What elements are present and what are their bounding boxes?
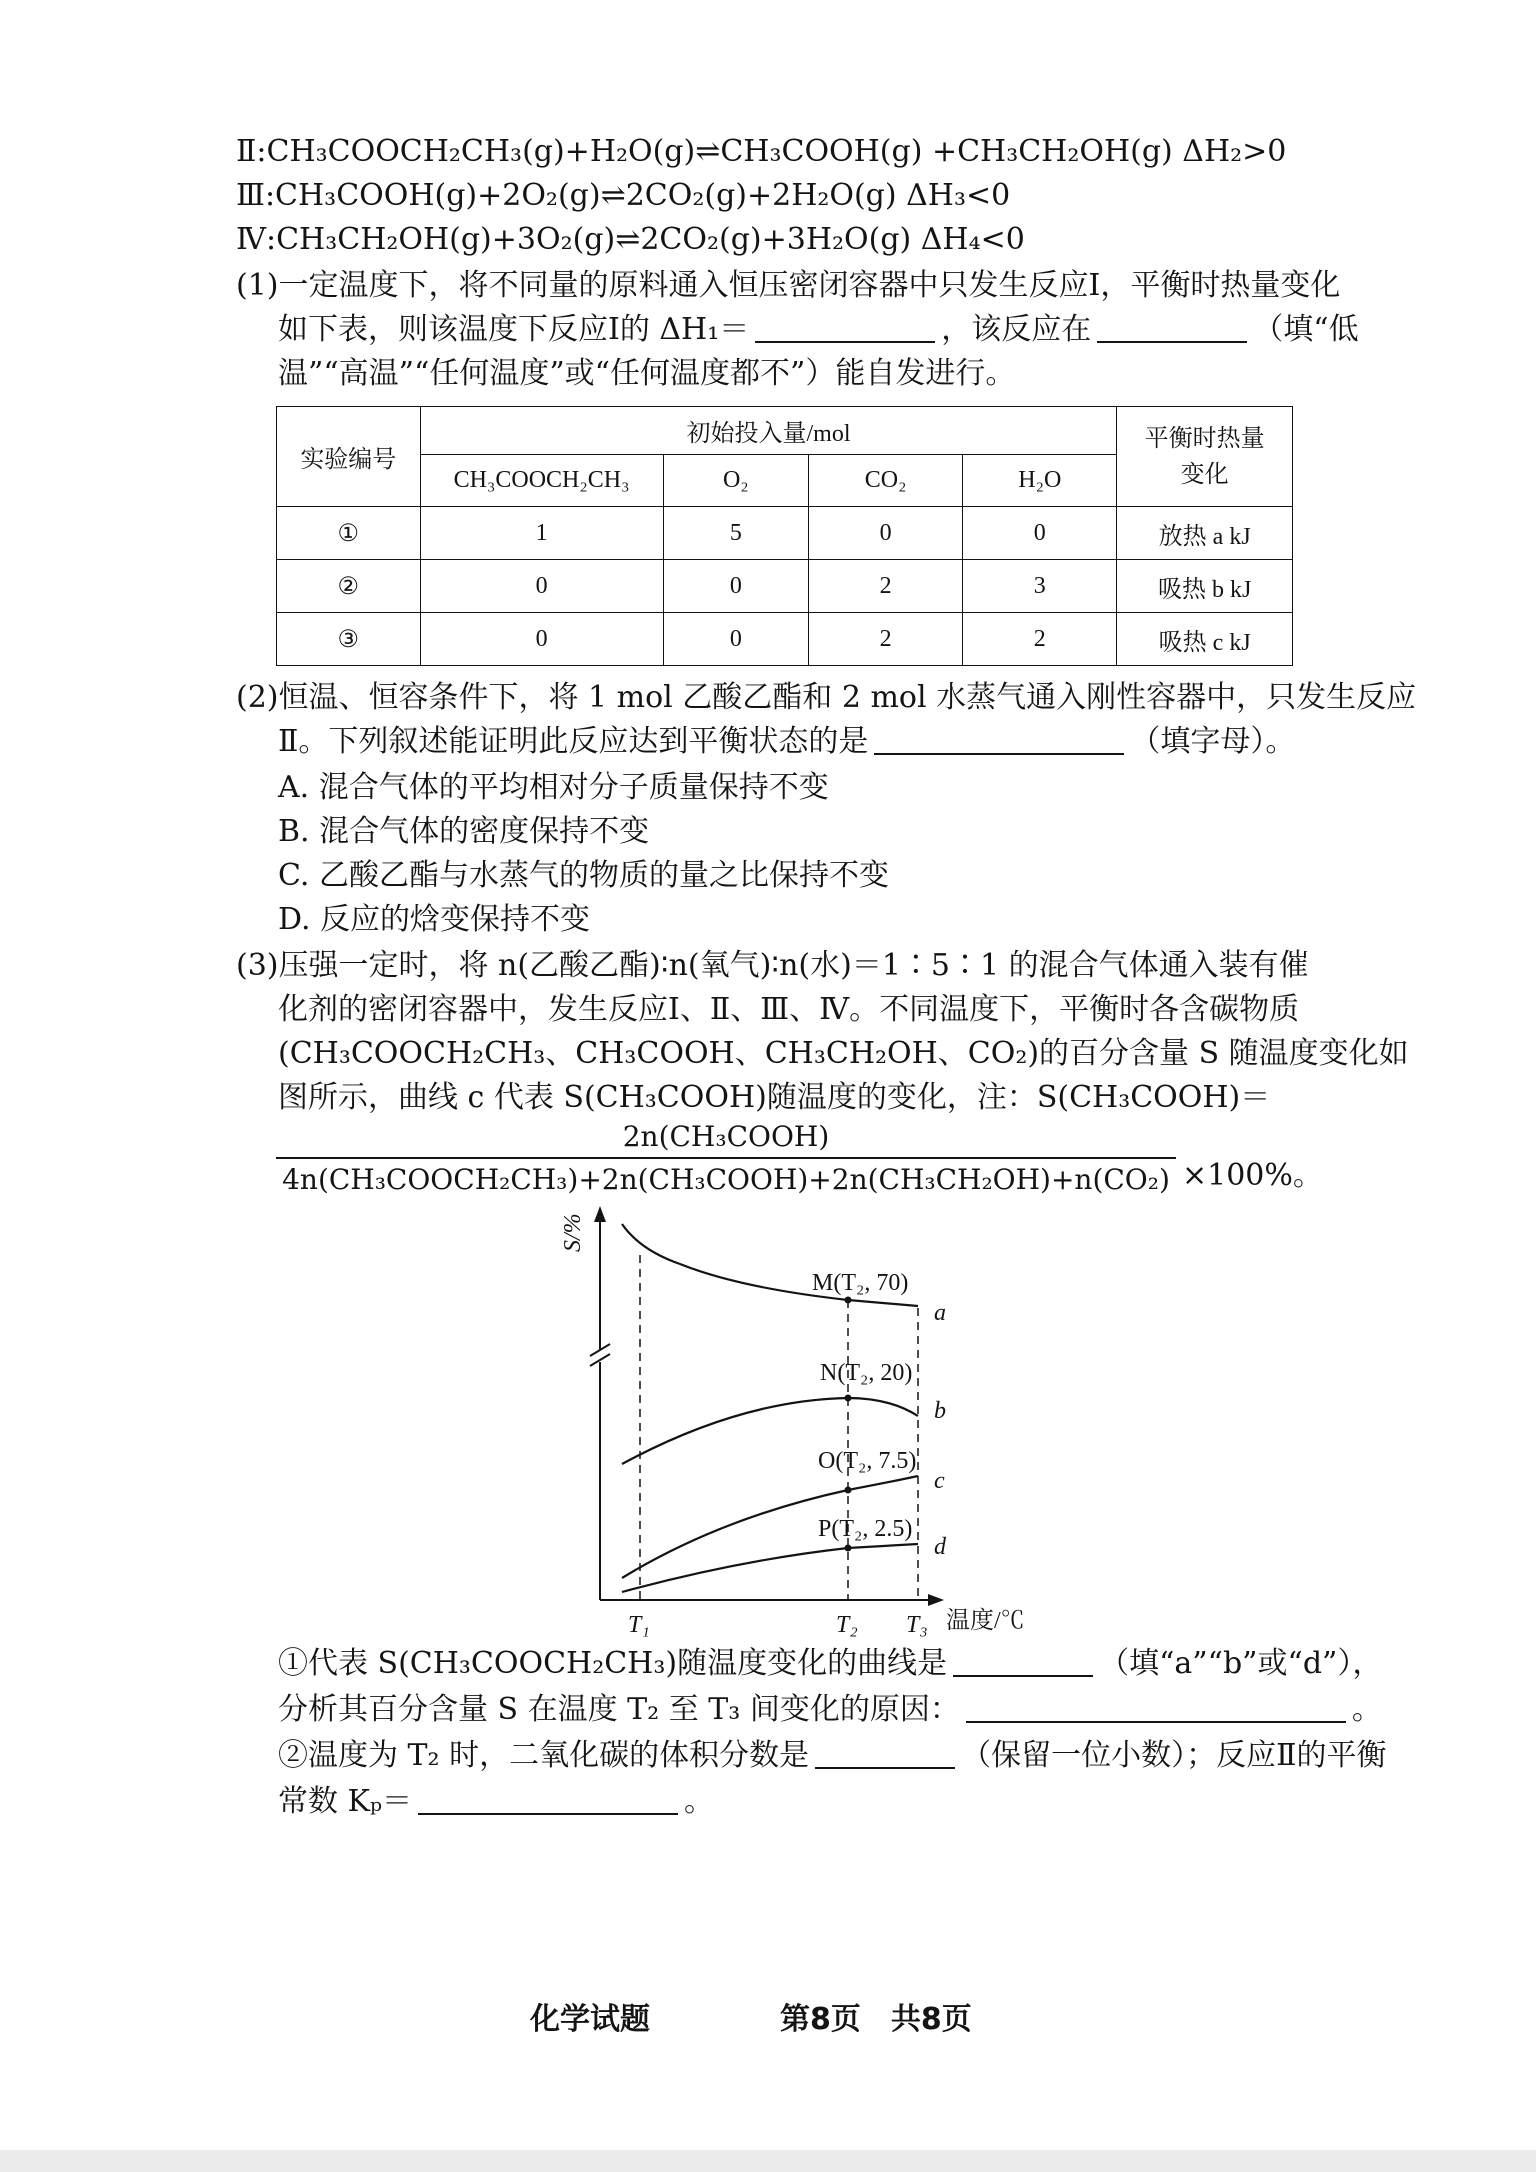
q3-sub-text: （保留一位小数）；反应Ⅱ的平衡	[961, 1738, 1387, 1773]
curve-b-label: b	[934, 1398, 946, 1424]
equation-number: Ⅳ	[236, 222, 266, 257]
q2-line1: (2)恒温、恒容条件下，将 1 mol 乙酸乙酯和 2 mol 水蒸气通入刚性容器中，只发生反应	[236, 680, 1417, 715]
equation-text: CH₃CH₂OH(g)+3O₂(g)⇌2CO₂(g)+3H₂O(g) ΔH₄<0	[276, 222, 1025, 257]
equation-text: CH₃COOCH₂CH₃(g)+H₂O(g)⇌CH₃COOH(g) +CH₃CH₂OH(g) ΔH₂>0	[266, 134, 1287, 169]
y-axis-label: S/%	[560, 1213, 586, 1252]
q3-sub-text: 分析其百分含量 S 在温度 T₂ 至 T₃ 间变化的原因：	[278, 1692, 960, 1727]
q1-line1: (1)一定温度下，将不同量的原料通入恒压密闭容器中只发生反应Ⅰ，平衡时热量变化	[236, 268, 1341, 303]
row-id: ②	[277, 560, 421, 613]
q3-sub1-line1	[278, 1644, 1382, 1684]
q3-sub1-line2	[278, 1690, 1382, 1730]
q1-text: 如下表，则该温度下反应Ⅰ的 ΔH₁＝	[278, 312, 750, 347]
q3-line3: (CH₃COOCH₂CH₃、CH₃COOH、CH₃CH₂OH、CO₂)的百分含量 S 随温度变化如	[278, 1036, 1409, 1071]
column-header: CH₃COOCH₂CH₃	[420, 455, 663, 507]
heat-cell: 吸热 b kJ	[1117, 560, 1293, 613]
experiment-table	[276, 406, 1293, 666]
table-cell: 5	[663, 507, 809, 560]
q3-sub-text: ②温度为 T₂ 时，二氧化碳的体积分数是	[278, 1738, 810, 1773]
option-c: C. 乙酸乙酯与水蒸气的物质的量之比保持不变	[278, 858, 889, 893]
fraction-tail: ×100%。	[1182, 1158, 1323, 1193]
q1-text: （填“低	[1253, 312, 1359, 347]
table-cell: 0	[420, 560, 663, 613]
table-cell: 2	[809, 613, 963, 666]
x-tick-t2: T₂	[836, 1612, 858, 1638]
header-experiment-id: 实验编号	[277, 407, 421, 507]
q1-line2	[278, 310, 1359, 350]
point-o-label: O(T₂, 7.5)	[818, 1448, 917, 1474]
q3-line1: (3)压强一定时，将 n(乙酸乙酯)∶n(氧气)∶n(水)＝1∶5∶1 的混合气体通入装有催	[236, 948, 1309, 983]
fraction-numerator: 2n(CH₃COOH)	[622, 1120, 830, 1153]
curve-a-label: a	[934, 1300, 946, 1326]
table-cell: 3	[963, 560, 1117, 613]
q1-line3: 温”“高温”“任何温度”或“任何温度都不”）能自发进行。	[278, 356, 1016, 391]
heat-cell: 吸热 c kJ	[1117, 613, 1293, 666]
heat-cell: 放热 a kJ	[1117, 507, 1293, 560]
table-cell: 1	[420, 507, 663, 560]
y-axis-arrow	[594, 1206, 606, 1222]
point-m-label: M(T₂, 70)	[812, 1270, 909, 1296]
footer-page-number: 第8页 共8页	[780, 2002, 972, 2037]
point-n	[845, 1395, 852, 1402]
scan-bottom-band	[0, 2150, 1536, 2172]
answer-blank-curve[interactable]	[953, 1647, 1093, 1677]
header-initial-amount: 初始投入量/mol	[420, 407, 1117, 455]
q3-sub2-line2	[278, 1782, 714, 1822]
q3-line4: 图所示，曲线 c 代表 S(CH₃COOH)随温度的变化，注：S(CH₃COOH)＝	[278, 1080, 1271, 1115]
s-temperature-chart	[540, 1200, 1060, 1640]
q3-sub2-line1	[278, 1736, 1387, 1776]
table-cell: 0	[663, 613, 809, 666]
point-p	[845, 1545, 852, 1552]
x-axis-arrow	[928, 1594, 944, 1606]
q2-line2	[278, 722, 1295, 762]
x-tick-t1: T₁	[628, 1612, 650, 1638]
curve-d-label: d	[934, 1534, 946, 1560]
q3-line2: 化剂的密闭容器中，发生反应Ⅰ、Ⅱ、Ⅲ、Ⅳ。不同温度下，平衡时各含碳物质	[278, 992, 1300, 1027]
answer-blank-equilibrium[interactable]	[874, 725, 1124, 755]
table-cell: 2	[963, 613, 1117, 666]
row-id: ①	[277, 507, 421, 560]
option-a: A. 混合气体的平均相对分子质量保持不变	[278, 770, 829, 805]
answer-blank-reason[interactable]	[966, 1693, 1346, 1723]
point-m	[845, 1297, 852, 1304]
point-n-label: N(T₂, 20)	[820, 1360, 913, 1386]
q3-sub-text: ①代表 S(CH₃COOCH₂CH₃)随温度变化的曲线是	[278, 1646, 948, 1681]
answer-blank-co2-fraction[interactable]	[815, 1739, 955, 1769]
table-row	[277, 613, 1293, 666]
x-tick-t3: T₃	[906, 1612, 928, 1638]
curve-d	[622, 1544, 918, 1592]
point-p-label: P(T₂, 2.5)	[818, 1516, 913, 1542]
q3-sub-text: 。	[683, 1784, 714, 1819]
header-heat-change: 平衡时热量变化	[1117, 407, 1293, 507]
table-cell: 0	[809, 507, 963, 560]
equation-text: CH₃COOH(g)+2O₂(g)⇌2CO₂(g)+2H₂O(g) ΔH₃<0	[275, 178, 1011, 213]
answer-blank-spontaneity[interactable]	[1097, 313, 1247, 343]
column-header: CO₂	[809, 455, 963, 507]
table-row	[277, 560, 1293, 613]
q3-sub-text: 常数 Kₚ＝	[278, 1784, 412, 1819]
row-id: ③	[277, 613, 421, 666]
column-header: H₂O	[963, 455, 1117, 507]
curve-c-label: c	[934, 1468, 945, 1494]
q3-sub-text: 。	[1351, 1692, 1382, 1727]
table-cell: 0	[420, 613, 663, 666]
table-cell: 0	[663, 560, 809, 613]
q2-text: （填字母）。	[1130, 724, 1296, 759]
table-cell: 0	[963, 507, 1117, 560]
formula-fraction	[276, 1120, 1176, 1196]
equation-3: Ⅲ:CH₃COOH(g)+2O₂(g)⇌2CO₂(g)+2H₂O(g) ΔH₃<0	[236, 178, 1011, 213]
table-cell: 2	[809, 560, 963, 613]
q2-text: Ⅱ。下列叙述能证明此反应达到平衡状态的是	[278, 724, 869, 759]
equation-4: Ⅳ:CH₃CH₂OH(g)+3O₂(g)⇌2CO₂(g)+3H₂O(g) ΔH₄<0	[236, 222, 1025, 257]
q3-sub-text: （填“a”“b”或“d”），	[1099, 1646, 1383, 1681]
fraction-denominator: 4n(CH₃COOCH₂CH₃)+2n(CH₃COOH)+2n(CH₃CH₂OH)+n(CO₂)	[276, 1157, 1176, 1196]
option-b: B. 混合气体的密度保持不变	[278, 814, 650, 849]
equation-number: Ⅲ	[236, 178, 265, 213]
equation-2: Ⅱ:CH₃COOCH₂CH₃(g)+H₂O(g)⇌CH₃COOH(g) +CH₃CH₂OH(g) ΔH₂>0	[236, 134, 1287, 169]
answer-blank-dh1[interactable]	[755, 313, 935, 343]
table-row	[277, 507, 1293, 560]
equation-number: Ⅱ	[236, 134, 257, 169]
option-d: D. 反应的焓变保持不变	[278, 902, 591, 937]
q1-text: ，该反应在	[941, 312, 1092, 347]
answer-blank-kp[interactable]	[418, 1785, 678, 1815]
footer-subject: 化学试题	[530, 2002, 650, 2037]
column-header: O₂	[663, 455, 809, 507]
x-axis-label: 温度/℃	[946, 1608, 1025, 1634]
point-o	[845, 1487, 852, 1494]
